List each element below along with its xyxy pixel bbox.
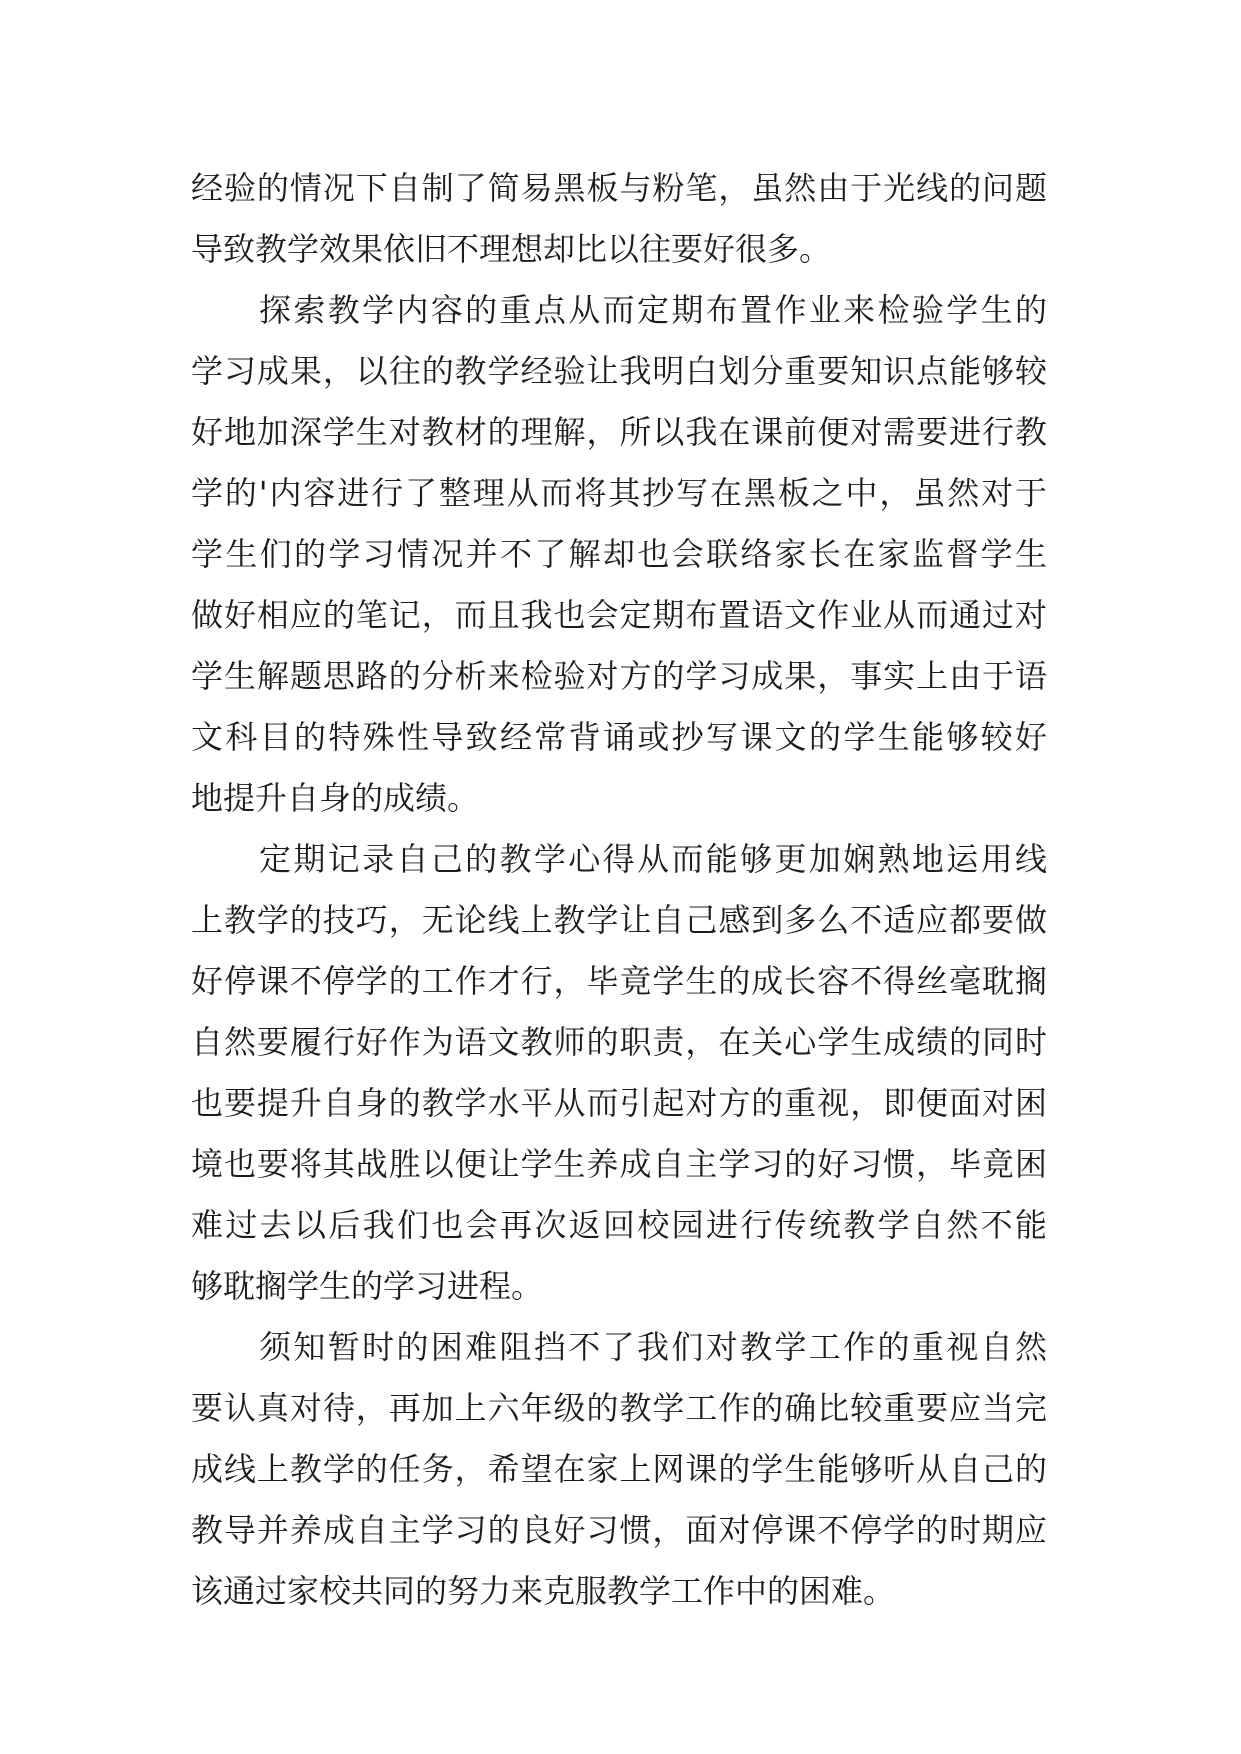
text-line: 要认真对待，再加上六年级的教学工作的确比较重要应当完 — [191, 1389, 1047, 1427]
text-line: 上教学的技巧，无论线上教学让自己感到多么不适应都要做 — [191, 901, 1047, 939]
text-line: 成线上教学的任务，希望在家上网课的学生能够听从自己的 — [191, 1450, 1047, 1488]
text-line: 够耽搁学生的学习进程。 — [191, 1267, 544, 1305]
text-line: 难过去以后我们也会再次返回校园进行传统教学自然不能 — [191, 1206, 1047, 1244]
text-line: 文科目的特殊性导致经常背诵或抄写课文的学生能够较好 — [191, 718, 1047, 756]
paragraph-3 — [191, 829, 1047, 1317]
text-line: 自然要履行好作为语文教师的职责，在关心学生成绩的同时 — [191, 1023, 1047, 1061]
text-line: 经验的情况下自制了简易黑板与粉笔，虽然由于光线的问题 — [191, 169, 1047, 207]
text-line: 地提升自身的成绩。 — [191, 779, 480, 817]
text-line: 学生们的学习情况并不了解却也会联络家长在家监督学生 — [191, 535, 1047, 573]
text-line: 学习成果，以往的教学经验让我明白划分重要知识点能够较 — [191, 352, 1047, 390]
text-line: 好地加深学生对教材的理解，所以我在课前便对需要进行教 — [191, 413, 1047, 451]
text-line: 须知暂时的困难阻挡不了我们对教学工作的重视自然 — [259, 1328, 1047, 1366]
text-line: 导致教学效果依旧不理想却比以往要好很多。 — [191, 230, 832, 268]
paragraph-4 — [191, 1317, 1047, 1622]
text-line: 好停课不停学的工作才行，毕竟学生的成长容不得丝毫耽搁 — [191, 962, 1047, 1000]
text-line: 教导并养成自主学习的良好习惯，面对停课不停学的时期应 — [191, 1511, 1047, 1549]
text-line: 境也要将其战胜以便让学生养成自主学习的好习惯，毕竟困 — [191, 1145, 1047, 1183]
paragraph-1 — [191, 158, 1047, 280]
paragraph-2 — [191, 280, 1047, 829]
text-line: 也要提升自身的教学水平从而引起对方的重视，即便面对困 — [191, 1084, 1047, 1122]
text-line: 该通过家校共同的努力来克服教学工作中的困难。 — [191, 1572, 896, 1610]
text-line: 学生解题思路的分析来检验对方的学习成果，事实上由于语 — [191, 657, 1047, 695]
text-line: 学的'内容进行了整理从而将其抄写在黑板之中，虽然对于 — [191, 474, 1047, 512]
text-line: 定期记录自己的教学心得从而能够更加娴熟地运用线 — [259, 840, 1047, 878]
document-body — [191, 158, 1047, 1622]
text-line: 做好相应的笔记，而且我也会定期布置语文作业从而通过对 — [191, 596, 1047, 634]
text-line: 探索教学内容的重点从而定期布置作业来检验学生的 — [259, 291, 1047, 329]
